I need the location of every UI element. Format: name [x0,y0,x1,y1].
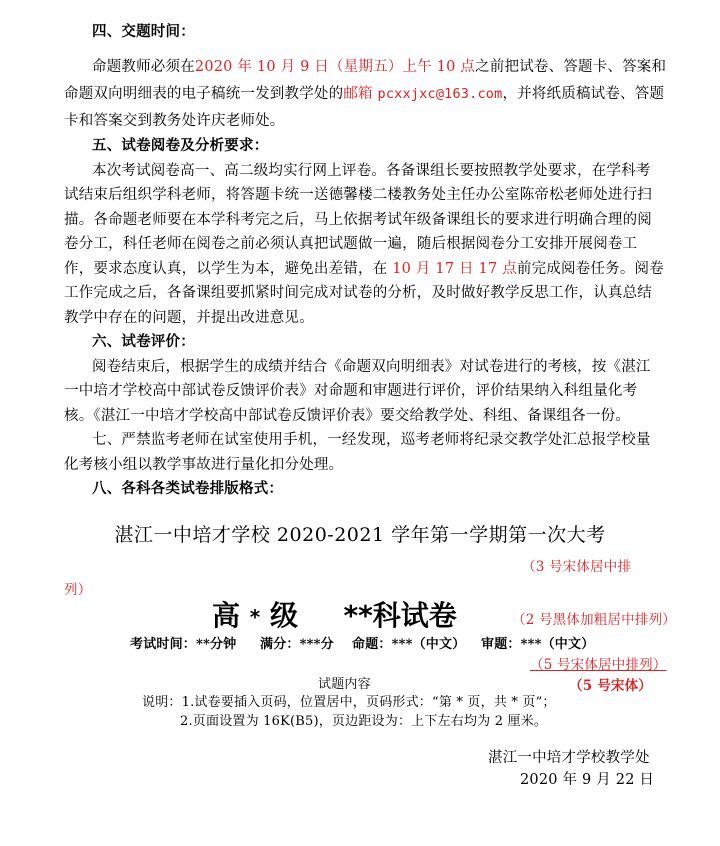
section5-line3: 描。各命题老师要在本学科考完之后，马上依据考试年级备课组长的要求进行明确合理的阅 [64,212,652,228]
section6-heading: 六、试卷评价： [92,333,195,350]
section4-heading: 四、交题时间： [92,23,195,40]
content-label: 试题内容 [318,677,371,692]
info-format-note: （5 号宋体居中排列） [530,657,667,673]
text: ，并将纸质稿试卷、答题 [502,86,665,102]
text: 命题双向明细表的电子稿统一发到教学处的 [64,86,344,102]
subject-title [212,596,457,637]
deadline-date: 2020 年 10 月 9 日（星期五）上午 10 点 [194,59,476,75]
section5-heading: 五、试卷阅卷及分析要求： [92,137,269,154]
text: 命题教师必须在 [92,59,195,75]
instructions-line1: 说明：1.试卷要插入页码，位置居中，页码形式：“第 * 页，共 * 页”； [142,695,556,710]
grading-deadline: 10 月 17 日 17 点 [392,261,517,277]
section4-paragraph-line3: 卡和答案交到教务处许庆老师处。 [64,113,285,129]
setter: 命题：***（中文） [352,637,466,652]
text: 前完成阅卷任务。阅卷 [516,261,664,277]
section6-line3: 核。《湛江一中培才学校高中部试卷反馈评价表》要交给教学处、科组、备课组各一份。 [64,408,631,424]
section8-heading: 八、各科各类试卷排版格式： [92,480,284,497]
section5-line7: 教学中存在的问题，并提出改进意见。 [64,310,314,326]
text: 之前把试卷、答题卡、答案和 [475,59,667,75]
text: 作，要求态度认真，以学生为本，避免出差错，在 [64,261,393,277]
section5-line2: 试结束后组织学科老师，将答题卡统一送德馨楼二楼教务处主任办公室陈帝松老师处进行扫 [64,187,652,203]
section4-paragraph-line1 [92,57,666,77]
section5-line6: 工作完成之后，各备课组要抓紧时间完成对试卷的分析，及时做好教学反思工作，认真总结 [64,285,652,301]
subject-title-format-note: （2 号黑体加粗居中排列） [512,612,676,628]
subject-title-part: **科试卷 [343,599,457,632]
exam-title: 湛江一中培才学校 2020-2021 学年第一学期第一次大考 [114,524,606,546]
subject-title-star: * [249,605,261,629]
section5-line5 [64,259,664,279]
subject-title-part: 级 [269,599,298,632]
email-label: 邮箱 [343,86,378,102]
section4-paragraph-line2 [64,84,664,104]
reviewer: 审题：***（中文） [481,637,595,652]
section7-line1: 七、严禁监考老师在试室使用手机，一经发现，巡考老师将纪录交教学处汇总报学校量 [92,432,651,448]
instructions-line2: 2.页面设置为 16K(B5)，页边距设为：上下左右均为 2 厘米。 [180,714,548,729]
section6-line1: 阅卷结束后，根据学生的成绩并结合《命题双向明细表》对试卷进行的考核，按《湛江 [92,359,651,375]
signature-org: 湛江一中培才学校教学处 [488,750,650,766]
section5-line1: 本次考试阅卷高一、高二级均实行网上评卷。各备课组长要按照教学处要求，在学科考 [92,163,651,179]
section5-line4: 卷分工，科任老师在阅卷之前必须认真把试题做一遍，随后根据阅卷分工安排开展阅卷工 [64,236,638,252]
full-score: 满分：***分 [260,637,334,652]
content-format-note: （5 号宋体） [569,678,652,694]
section7-line2: 化考核小组以教学事故进行量化扣分处理。 [64,457,344,473]
section6-line2: 一中培才学校高中部试卷反馈评价表》对命题和审题进行评价，评价结果纳入科组量化考 [64,383,638,399]
exam-title-format-note: （3 号宋体居中排 [522,559,632,575]
subject-title-part: 高 [212,599,241,632]
exam-title-format-note-cont: 列） [64,582,92,598]
signature-date: 2020 年 9 月 22 日 [520,772,655,788]
email-address: pcxxjxc@163.com [377,86,503,102]
exam-time: 考试时间：**分钟 [130,637,237,652]
